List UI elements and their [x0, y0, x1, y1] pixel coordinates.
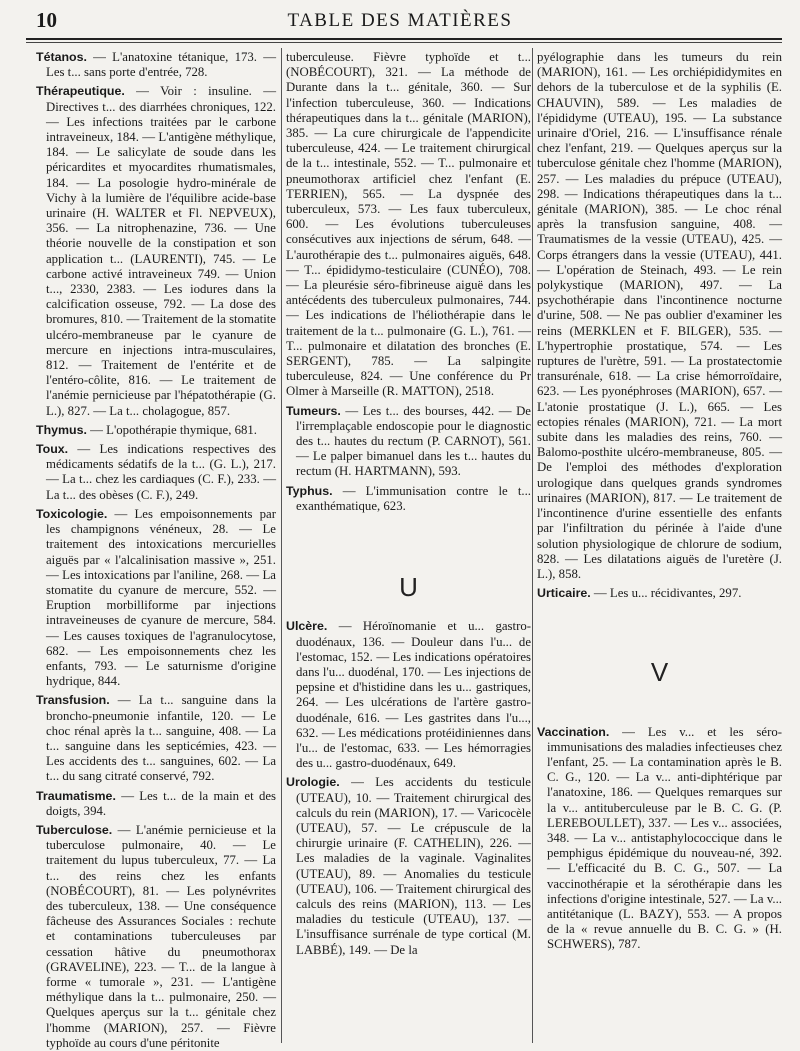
- entry-continuation: pyélographie dans les tumeurs du rein (MARION), 161. — Les orchiépididymites en dehors de la tuberculose et de la syphilis (E. CHAUVIN), 589. — Les maladies de l'épididyme (UTEAU), 195. — La substance urinaire d'Oriel, 216. — L'insuffisance rénale chez l'enfant, 219. — Quelques aperçus sur la tuberculose génitale chez l'homme (MARION), 257. — Les maladies du prépuce (UTEAU), 298. — Indications thérapeutiques dans la t... génitale (MARION), 385. — Le choc rénal après la transfusion sanguine, 408. — Traumatismes de la vessie (UTEAU), 425. — Corps étrangers dans la vessie (UTEAU), 441. — L'opération de Steinach, 493. — Le rein polykystique (MARION), 497. — La psychothérapie dans l'incontinence nocturne d'urine, 508. — Ne pas oublier d'examiner les reins (MERKLEN et F. BILGER), 535. — L'hypertrophie prostatique, 574. — Les ruptures de l'urètre, 591. — La prostatectomie transurénale, 618. — La crise hémorroïdaire, 623. — Les pyonéphroses (MARION), 657. — L'atonie prostatique (J. L.), 665. — Les ectopies rénales (MARION), 721. — La mort subite dans les maladies des reins, 760. — Balomo-posthite ulcéro-membraneuse, 805. — De l'emploi des méthodes d'exploration urologique dans quelques grands syndromes urinaires (MARION), 817. — Le traitement de l'incontinence d'urine essentielle des enfants par l'infiltration du périnée à l'aide d'une solution physiologique de chlorure de sodium, 828. — Les dilatations aiguës de l'uretère (J. L.), 858.: [537, 50, 782, 581]
- index-entry: [286, 775, 531, 957]
- entry-term: Typhus.: [286, 483, 333, 498]
- entry-term: Tumeurs.: [286, 403, 341, 418]
- entry-text: — Les empoisonnements par les champignons vénéneux, 28. — Le traitement des intoxications mercurielles aiguës par « l'alcalinisation massive », 251. — Les intoxications par l'aniline, 268. — La stomatite du cyanure de mercure, 552. — Eruption morbilliforme par injections intraveineuses de cyanure de mercure, 584. — Les causes toxiques de l'agranulocytose, 682. — Les empoisonnements chez les enfants, 793. — Le saturnisme d'origine hydrique, 844.: [46, 506, 276, 689]
- page-title: TABLE DES MATIÈRES: [287, 10, 513, 31]
- entry-term: Ulcère.: [286, 619, 328, 634]
- entry-text: — Les indications respectives des médicaments sédatifs de la t... (G. L.), 217. — La t... chez les cardiaques (C. F.), 233. — La t... des obèses (C. F.), 249.: [46, 442, 276, 502]
- entry-term: Tétanos.: [36, 50, 87, 64]
- index-entry: [36, 693, 276, 784]
- entry-text: — Les v... et les séro-immunisations des maladies infectieuses chez l'enfant, 25. — La contamination après le B. C. G., 120. — La v... anti-diphtérique par l'anatoxine, 186. — Quelques remarques sur la v... antituberculeuse par le B. C. G. (P. LEREBOULLET), 337. — Les v... associées, 348. — La v... antistaphylococcique dans le pemphigus épidémique du nouveau-né, 392. — L'efficacité du B. C. G., 507. — La vaccinothérapie et la sérothérapie dans les infections d'origine intestinale, 527. — La v... antitétanique (L. BAZY), 553. — A propos de la « revue annuelle du B. C. G. » (H. SCHWERS), 787.: [547, 724, 782, 952]
- page-header: [0, 0, 800, 40]
- entry-term: Urologie.: [286, 775, 340, 790]
- index-entry: [36, 84, 276, 418]
- spacer: [537, 681, 782, 725]
- index-entry: [36, 442, 276, 503]
- page-number: 10: [36, 8, 57, 32]
- entry-continuation: tuberculeuse. Fièvre typhoïde et t... (NOBÉCOURT), 321. — La méthode de Durante dans la t... génitale, 360. — Sur l'infection tuberculeuse, 360. — Indications thérapeutiques dans la t... génitale (MARION), 385. — La cure chirurgicale de l'appendicite tuberculeuse, 424. — Le traitement chirurgical de la t... intestinale, 552. — T... pulmonaire et pneumothorax artificiel chez l'enfant (E. TERRIEN), 565. — La dyspnée des tuberculeux, 573. — Les faux tuberculeux, 600. — Les évolutions tuberculeuses consécutives aux injections de sérum, 648. — L'aurothérapie des t... pulmonaires aiguës, 648. — T... épididymo-testiculaire (CUNÉO), 708. — La pleurésie séro-fibrineuse aiguë dans les antécédents des tuberculeux pulmonaires, 744. — Les indications de l'héliothérapie dans le traitement de la t... pulmonaire (G. L.), 761. — T... pulmonaire et dilatation des bronches (E. SERGENT), 785. — La salpingite tuberculeuse, 824. — Une conférence du Pr Olmer à Marseille (R. MATTON), 2518.: [286, 50, 531, 399]
- entry-text: — L'immunisation contre le t... exanthématique, 623.: [296, 483, 531, 513]
- entry-term: Thymus.: [36, 422, 87, 437]
- entry-term: Urticaire.: [537, 586, 591, 601]
- spacer: [537, 605, 782, 665]
- section-letter: V: [650, 657, 669, 688]
- index-entry: [286, 619, 531, 771]
- column-2: [286, 50, 531, 1040]
- index-entry: [286, 484, 531, 514]
- spacer: [286, 518, 531, 580]
- header-rule: [26, 38, 782, 40]
- column-3: [537, 50, 782, 1040]
- entry-text: — Voir : insuline. — Directives t... des diarrhées chroniques, 122. — Les infections traitées par le carbone intraveineux, 184. — L'antigène méthylique, 184. — Le salicylate de soude dans les péricardites et myocardites rhumatismales, 184. — La posologie hydro-minérale de Vichy à la lumière de l'équilibre acide-base urinaire (H. WALTER et Fl. NEPVEUX), 356. — La nitrophenazine, 736. — Une théorie nouvelle de la constipation et son application t... (LAURENTI), 745. — Le carbone activé intraveineux 749. — Union t..., 2330, 2383. — Les iodures dans la calcification osseuse, 792. — La dose des bromures, 810. — Traitement de la stomatite ulcéro-membraneuse par le cyanure de mercure en injections intra-musculaires, 812. — Traitement de l'entérite et de l'entéro-côlite, 816. — Le traitement de l'anémie pernicieuse par l'hépatothérapie (G. L.), 827. — La t... cholagogue, 857.: [46, 84, 276, 418]
- entry-term: Thérapeutique.: [36, 84, 125, 99]
- section-letter: U: [399, 572, 418, 603]
- entry-term: Toxicologie.: [36, 506, 108, 521]
- index-entry: [537, 725, 782, 953]
- entry-text: — L'anémie pernicieuse et la tuberculose pulmonaire, 40. — Le traitement du lupus tuberculeux, 77. — La t... des reins chez les enfants (NOBÉCOURT), 81. — Les polynévrites des tuberculeux, 138. — Une conséquence fâcheuse des Assurances Sociales : rechute et contaminations tuberculeuses par cessation hâtive du pneumothorax (GRAVELINE), 223. — T... de la langue à forme « tumorale », 231. — L'antigène méthylique dans la t... pulmonaire, 250. — Quelques aperçus sur la t... génitale chez l'homme (MARION), 257. — Fièvre typhoïde au cours d'une péritonite: [46, 822, 276, 1050]
- column-divider: [281, 48, 282, 1043]
- entry-text: — L'opothérapie thymique, 681.: [86, 422, 258, 437]
- index-entry: [537, 586, 782, 601]
- entry-term: Traumatisme.: [36, 788, 116, 803]
- entry-text: — Héroïnomanie et u... gastro-duodénaux, 136. — Douleur dans l'u... de l'estomac, 152. — Les indications opératoires dans l'u... duodénal, 170. — Les injections de pepsine et d'histidine dans les u... gastriques, 264. — Les ulcérations de l'artère gastro-duodénale, 616. — Les gastrites dans l'u..., 632. — Les médications protéidiniennes dans l'u... de l'estomac, 633. — Les hémorragies des u... gastro-duodénaux, 649.: [296, 619, 531, 771]
- index-entry: [286, 404, 531, 480]
- index-entry: [36, 789, 276, 819]
- entry-term: Vaccination.: [537, 724, 610, 739]
- entry-text: — Les t... des bourses, 442. — De l'irremplaçable endoscopie pour le diagnostic des t... hautes du rectum (P. CARNOT), 561. — Le palper bimanuel dans les t... hautes du rectum (H. HARTMANN), 593.: [296, 403, 531, 479]
- entry-term: Transfusion.: [36, 693, 110, 708]
- index-entry: [36, 50, 276, 80]
- header-rule-thin: [26, 42, 782, 43]
- entry-text: — Les u... récidivantes, 297.: [590, 586, 742, 601]
- entry-term: Tuberculose.: [36, 822, 113, 837]
- column-1: [36, 50, 276, 1050]
- entry-text: — Les accidents du testicule (UTEAU), 10. — Traitement chirurgical des calculs du rein (MARION), 17. — Varicocèle (UTEAU), 57. — Le crépuscule de la chirurgie urinaire (F. CATHELIN), 226. — Les maladies de la vaginale. Vaginalites (UTEAU), 89. — Anomalies du testicule (UTEAU), 106. — Traitement chirurgical des calculs des reins (MARION), 113. — Les maladies du testicule (UTEAU), 137. — L'insuffisance surrénale de type cortical (M. LABBÉ), 149. — De la: [296, 775, 531, 957]
- entry-term: Toux.: [36, 442, 69, 457]
- entry-text: — La t... sanguine dans la broncho-pneumonie infantile, 120. — Le choc rénal après la t... sanguine, 408. — La t... sanguine dans les septicémies, 423. — Les accidents des t... sanguines, 602. — La t... du sang citraté conservé, 792.: [46, 693, 276, 784]
- column-divider: [532, 48, 533, 1043]
- index-entry: [36, 507, 276, 689]
- entry-text: — Les t... de la main et des doigts, 394.: [46, 788, 276, 818]
- index-entry: [36, 423, 276, 438]
- entry-text: — L'anatoxine tétanique, 173. — Les t... sans porte d'entrée, 728.: [46, 50, 276, 80]
- index-entry: [36, 823, 276, 1051]
